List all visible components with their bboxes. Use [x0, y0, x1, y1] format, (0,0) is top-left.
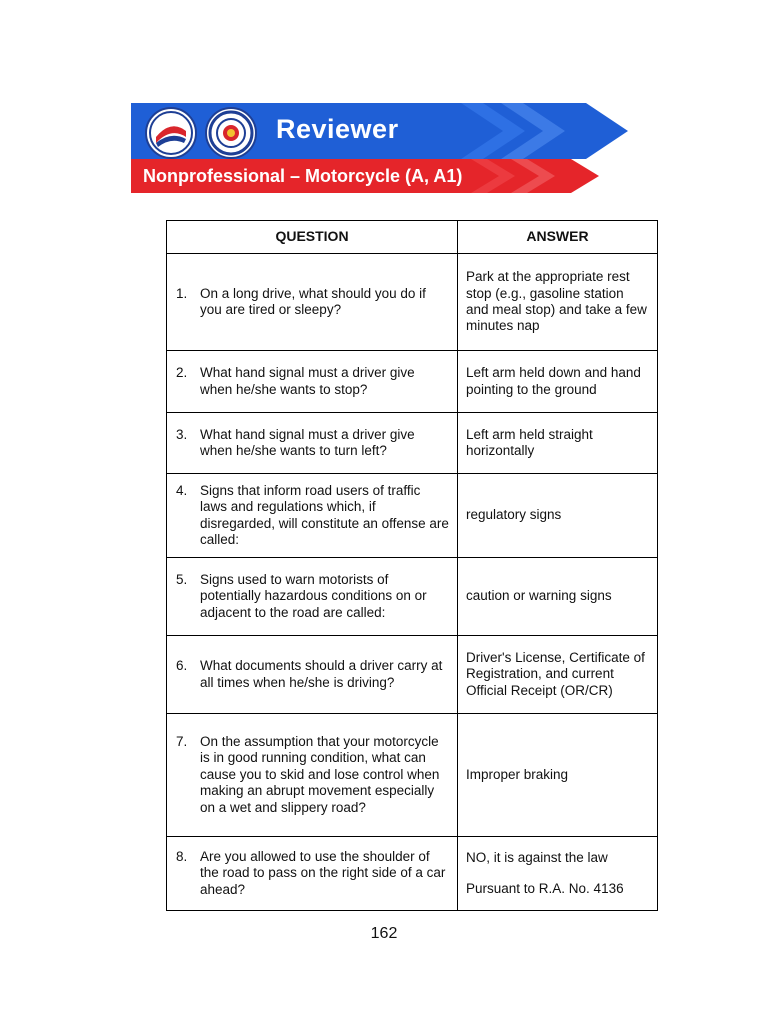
answer-cell: caution or warning signs	[458, 558, 658, 636]
question-number: 6.	[176, 658, 188, 674]
banner-title: Reviewer	[276, 114, 399, 144]
question-text: On a long drive, what should you do if you are tired or sleepy?	[200, 285, 426, 317]
table-row	[167, 351, 658, 413]
question-cell	[167, 837, 458, 911]
question-text: Signs that inform road users of traffic laws and regulations which, if disregarded, will constitute an offense are called:	[200, 482, 449, 547]
question-cell	[167, 714, 458, 837]
question-number: 4.	[176, 482, 188, 498]
answer-cell: Improper braking	[458, 714, 658, 837]
question-cell	[167, 636, 458, 714]
answer-column-header: ANSWER	[458, 221, 658, 254]
table-header-row	[167, 221, 658, 254]
question-cell	[167, 254, 458, 351]
question-column-header: QUESTION	[167, 221, 458, 254]
question-cell	[167, 351, 458, 413]
table-row	[167, 558, 658, 636]
question-text: What documents should a driver carry at all times when he/she is driving?	[200, 658, 443, 690]
answer-cell: regulatory signs	[458, 474, 658, 558]
table-row	[167, 636, 658, 714]
page-number: 162	[370, 925, 398, 942]
answer-cell: Left arm held straight horizontally	[458, 413, 658, 474]
answer-text: NO, it is against the law	[466, 850, 608, 866]
question-number: 8.	[176, 848, 188, 864]
lto-seal-logo	[205, 107, 257, 159]
question-number: 5.	[176, 571, 188, 587]
question-text: On the assumption that your motorcycle is in good running condition, what can cause you to skid and lose control when making an abrupt movement especially on a wet and slippery road?	[200, 733, 440, 815]
question-text: Are you allowed to use the shoulder of the road to pass on the right side of a car ahead?	[200, 848, 446, 897]
answer-cell: Driver's License, Certificate of Registration, and current Official Receipt (OR/CR)	[458, 636, 658, 714]
answer-cell: Left arm held down and hand pointing to the ground	[458, 351, 658, 413]
question-cell	[167, 413, 458, 474]
table-row	[167, 714, 658, 837]
question-cell	[167, 558, 458, 636]
table-row	[167, 413, 658, 474]
question-number: 2.	[176, 365, 188, 381]
answer-legal-basis: Pursuant to R.A. No. 4136	[466, 880, 624, 896]
question-number: 1.	[176, 285, 188, 301]
question-number: 7.	[176, 733, 188, 749]
answer-cell: Park at the appropriate rest stop (e.g., gasoline station and meal stop) and take a few minutes nap	[458, 254, 658, 351]
qa-table	[166, 220, 658, 911]
table-row	[167, 837, 658, 911]
table-row	[167, 474, 658, 558]
table-row	[167, 254, 658, 351]
question-number: 3.	[176, 426, 188, 442]
answer-cell	[458, 837, 658, 911]
question-text: Signs used to warn motorists of potentially hazardous conditions on or adjacent to the road are called:	[200, 571, 427, 620]
question-text: What hand signal must a driver give when he/she wants to stop?	[200, 365, 415, 397]
banner-subtitle: Nonprofessional – Motorcycle (A, A1)	[143, 166, 463, 186]
question-cell	[167, 474, 458, 558]
question-text: What hand signal must a driver give when he/she wants to turn left?	[200, 426, 415, 458]
dotr-seal-logo	[145, 107, 197, 159]
